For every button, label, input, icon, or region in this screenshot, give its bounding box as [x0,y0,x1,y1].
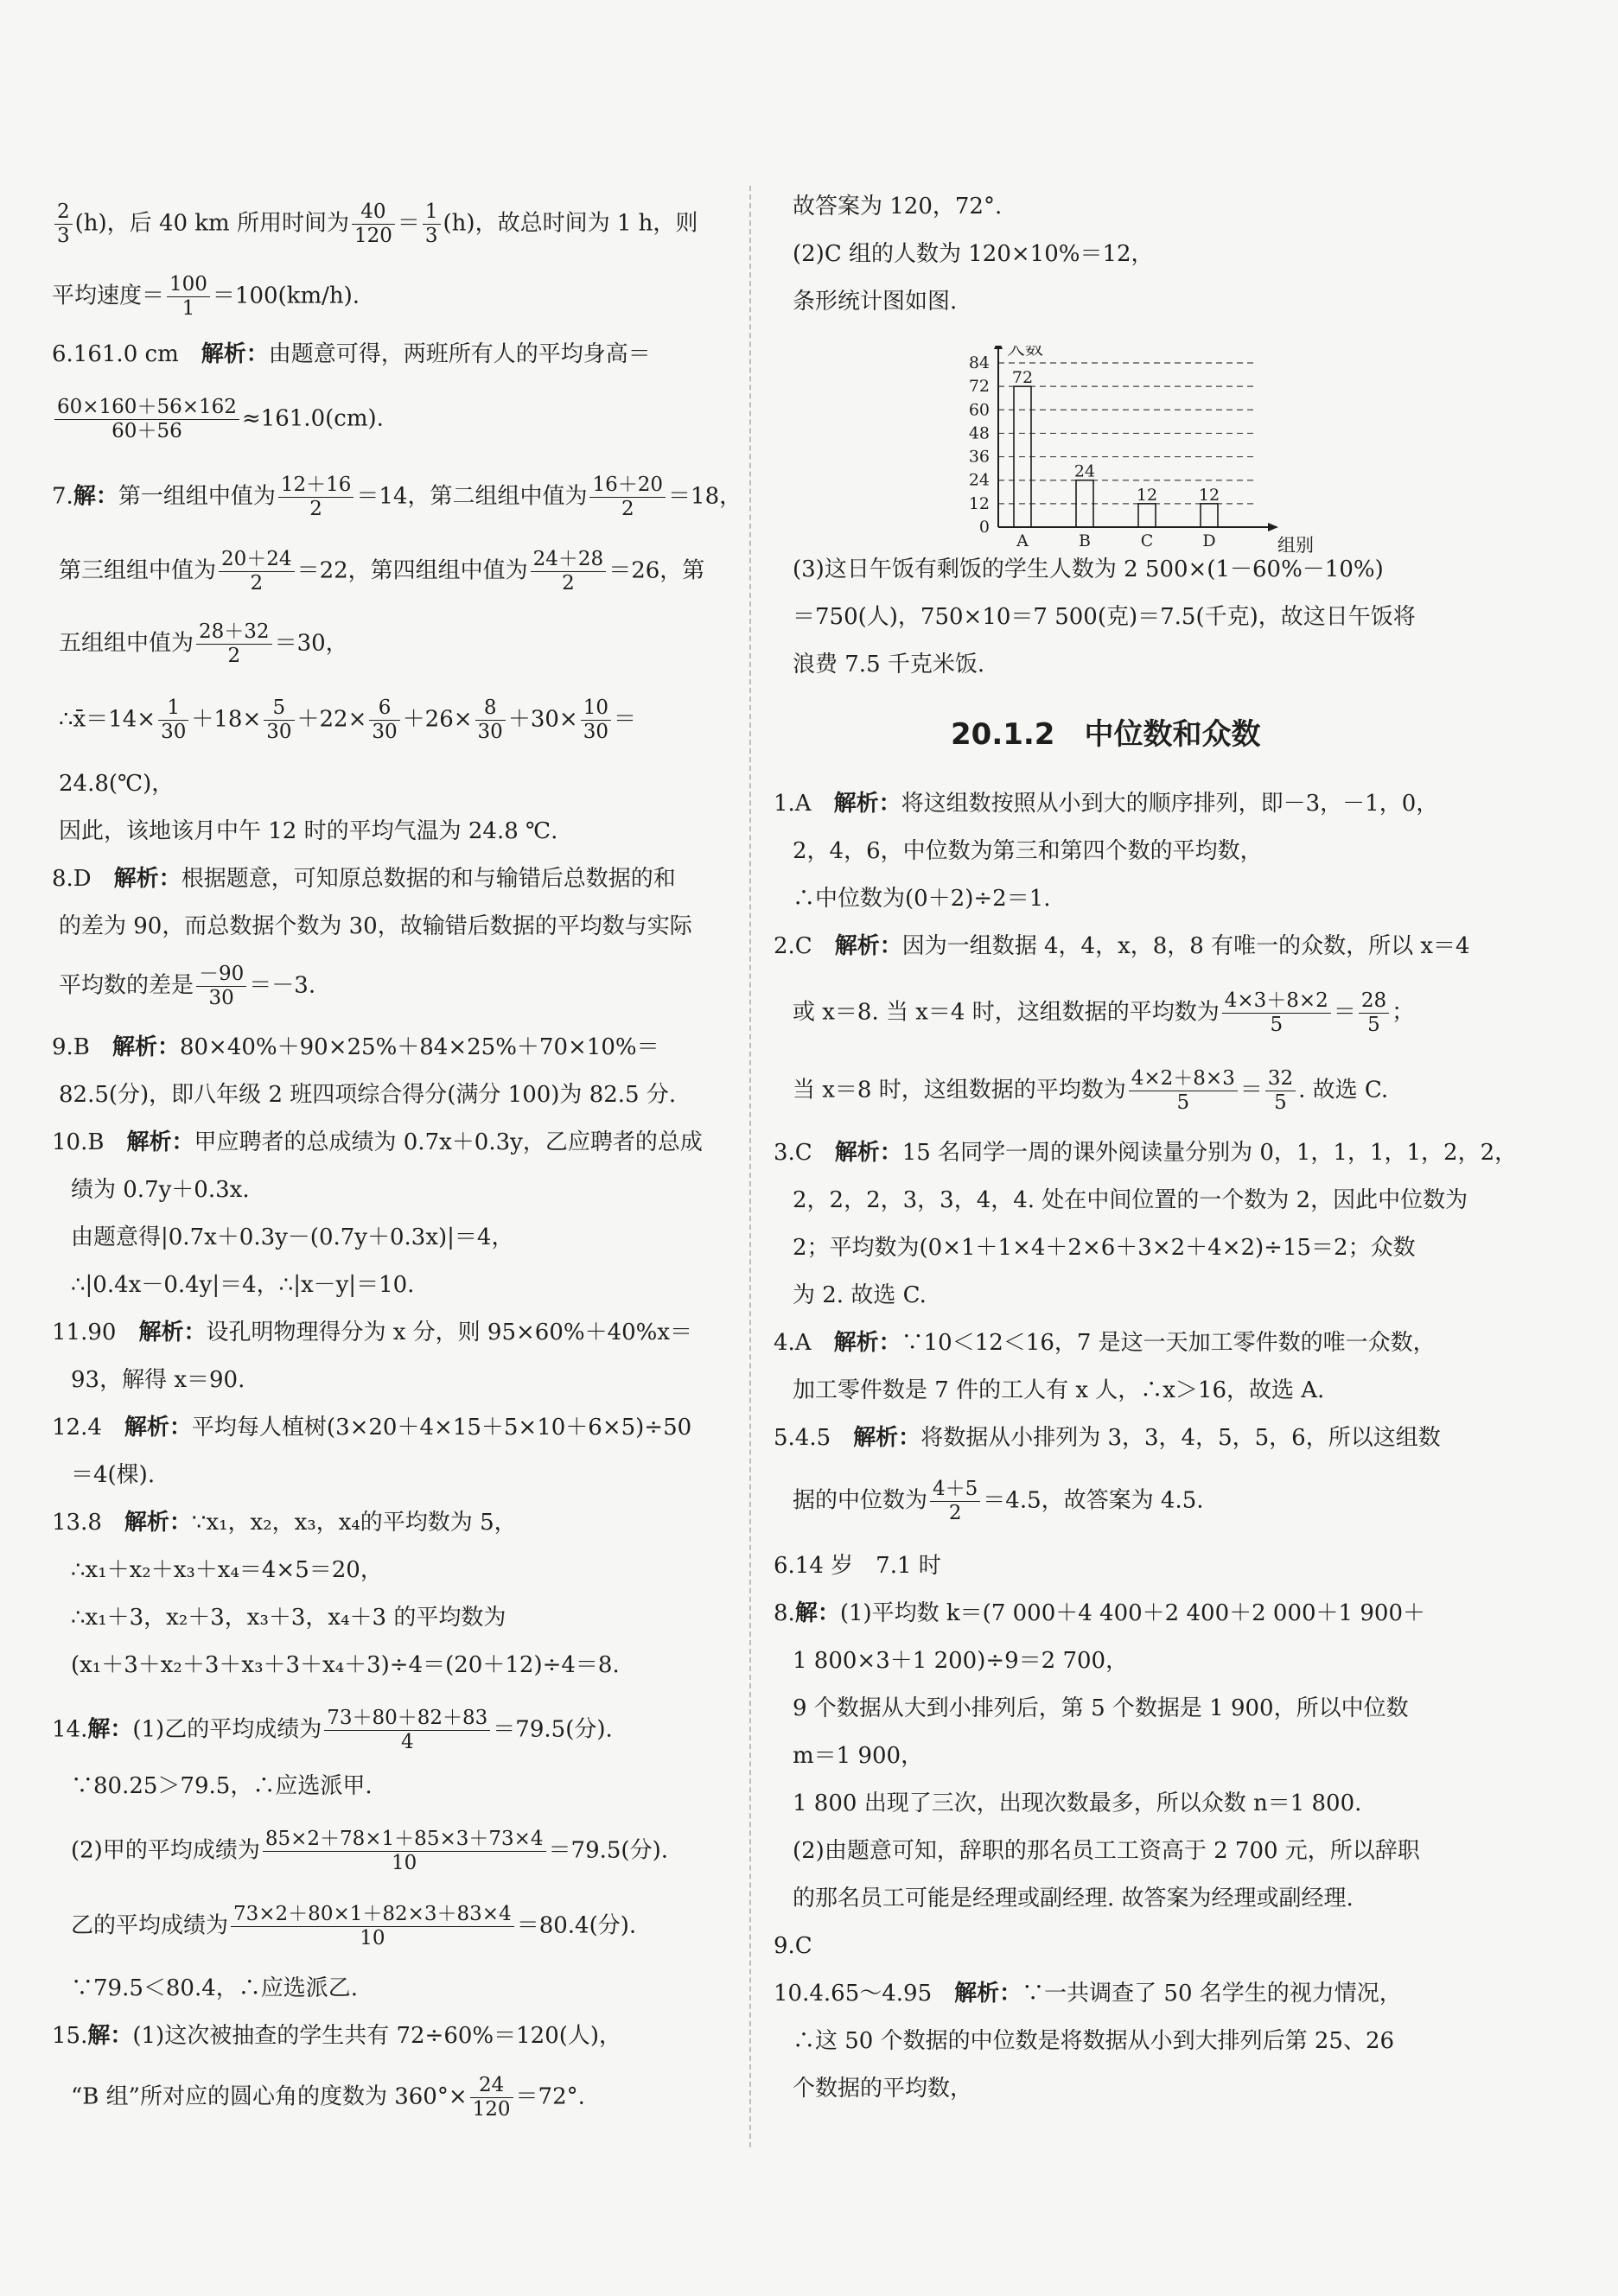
q14-line-4: 乙的平均成绩为 $\frac{73\times 2+80\times 1+82\times 3+83\times 4}{10}$ ＝80.4(分). [71,1903,637,1949]
fraction: $\frac{73+80+82+83}{4}$ [324,1707,490,1754]
bar-c [1138,504,1156,527]
y-tick-label: 12 [968,493,990,513]
q9-line-1: 9.B 解析：80×40%＋90×25%＋84×25%＋70×10%＝ [52,1034,659,1060]
y-axis-label: 人数 [1007,346,1043,359]
s2-line-1: 2.C 解析：因为一组数据 4，4，x，8，8 有唯一的众数，所以 x＝4 [774,933,1470,959]
q14-line-2: ∵80.25＞79.5，∴应选派甲. [71,1773,373,1799]
x-tick-label-a: A [1016,531,1029,550]
s8-line-7: 的那名员工可能是经理或副经理. 故答案为经理或副经理. [793,1886,1354,1911]
x-tick-label-c: C [1140,531,1154,550]
y-axis-arrow [994,346,1003,349]
s3-line-2: 2，2，2，3，3，4，4. 处在中间位置的一个数为 2，因此中位数为 [793,1187,1468,1213]
fraction: $\frac{32}{5}$ [1265,1067,1296,1115]
q8-line-3: 平均数的差是 $\frac{-90}{30}$ ＝－3. [59,963,316,1009]
s3-line-4: 为 2. 故选 C. [793,1282,927,1308]
s10-line-1: 10.4.65～4.95 解析：∵一共调查了 50 名学生的视力情况， [774,1981,1402,2007]
q8-line-2: 的差为 90，而总数据个数为 30，故输错后数据的平均数与实际 [59,913,692,939]
s4-line-2: 加工零件数是 7 件的工人有 x 人，∴x＞16，故选 A. [793,1377,1325,1403]
q7-result: 24.8(℃)， [59,771,175,797]
s3-line-3: 2；平均数为(0×1＋1×4＋2×6＋3×2＋4×2)÷15＝2；众数 [793,1235,1416,1261]
fraction: $\frac{20+24}{2}$ [219,548,295,595]
s10-line-2: ∴这 50 个数据的中位数是将数据从小到大排列后第 25、26 [793,2028,1395,2054]
fraction: $\frac{4+5}{2}$ [930,1478,980,1525]
s1-line-2: 2，4，6，中位数为第三和第四个数的平均数， [793,838,1263,864]
q13-line-1: 13.8 解析：∵x₁，x₂，x₃，x₄的平均数为 5， [52,1510,517,1536]
q12-line-2: ＝4(棵). [71,1462,156,1488]
s8-line-2: 1 800×3＋1 200)÷9＝2 700， [793,1648,1129,1674]
fraction: $\frac{24+28}{2}$ [531,548,607,595]
fraction: $\frac{60\times 160+56\times 162}{60+56}$ [54,396,239,443]
s3-line-1: 3.C 解析：15 名同学一周的课外阅读量分别为 0，1，1，1，1，2，2， [774,1140,1518,1166]
s2-line-2: 或 x＝8. 当 x＝4 时，这组数据的平均数为 $\frac{4\times 3+8\times 2}{5}$ ＝ $\frac{28}{5}$ ； [793,989,1415,1036]
q6-fraction-line: $\frac{60\times 160+56\times 162}{60+56}$ ≈161.0(cm). [52,396,384,443]
fraction: $\frac{40}{120}$ [352,200,395,248]
q7-line-3: 五组组中值为 $\frac{28+32}{2}$ ＝30， [59,620,348,667]
y-tick-label: 48 [968,423,990,443]
q14-line-3: (2)甲的平均成绩为 $\frac{85\times 2+78\times 1+85\times 3+73\times 4}{10}$ ＝79.5(分). [71,1828,668,1874]
s6-line: 6.14 岁 7.1 时 [774,1553,941,1579]
fraction: $\frac{2}{3}$ [54,200,73,248]
y-tick-label: 72 [968,377,990,397]
s2-line-3: 当 x＝8 时，这组数据的平均数为 $\frac{4\times 2+8\times 3}{5}$ ＝ $\frac{32}{5}$ . 故选 C. [793,1067,1389,1114]
bar-chart-svg [938,346,1318,553]
fraction: $\frac{24}{120}$ [470,2074,513,2121]
q15-part3-line-1: (3)这日午饭有剩饭的学生人数为 2 500×(1－60%－10%) [793,557,1384,582]
y-tick-label: 0 [978,518,990,537]
s8-line-6: (2)由题意可知，辞职的那名员工工资高于 2 700 元，所以辞职 [793,1838,1420,1864]
s9-line: 9.C [774,1933,812,1959]
q11-line-1: 11.90 解析：设孔明物理得分为 x 分，则 95×60%＋40%x＝ [52,1320,693,1345]
q12-line-1: 12.4 解析：平均每人植树(3×20＋4×15＋5×10＋6×5)÷50 [52,1415,692,1441]
bar-d [1201,504,1218,527]
s8-line-3: 9 个数据从大到小排列后，第 5 个数据是 1 900，所以中位数 [793,1695,1409,1721]
q15-part3-line-3: 浪费 7.5 千克米饭. [793,652,985,677]
fraction: $\frac{10}{30}$ [581,696,611,744]
y-tick-label: 36 [968,447,990,467]
fraction: $\frac{4\times 2+8\times 3}{5}$ [1129,1067,1238,1115]
s5-line-1: 5.4.5 解析：将数据从小排列为 3，3，4，5，5，6，所以这组数 [774,1425,1441,1451]
fraction: $\frac{5}{30}$ [264,696,294,744]
column-divider [749,186,751,2147]
q15-answer: 故答案为 120，72°. [793,194,1003,219]
fraction: $\frac{12+16}{2}$ [278,474,354,521]
q13-line-2: ∴x₁＋x₂＋x₃＋x₄＝4×5＝20， [71,1557,383,1583]
fraction: $\frac{85\times 2+78\times 1+85\times 3+73\times 4}{10}$ [263,1828,546,1875]
x-tick-label-d: D [1202,531,1216,550]
q6-line: 6.161.0 cm 解析：由题意可得，两班所有人的平均身高＝ [52,341,651,367]
line-average-speed: 平均速度＝ $\frac{100}{1}$ ＝100(km/h). [52,273,360,320]
y-tick-label: 60 [968,400,990,420]
fraction: $\frac{28+32}{2}$ [196,620,272,668]
s10-line-3: 个数据的平均数， [793,2076,973,2102]
x-tick-label-b: B [1079,531,1091,550]
q7-mean-formula: ∴x̄＝14× $\frac{1}{30}$ ＋18× $\frac{5}{30}$ ＋22× $\frac{6}{30}$ ＋26× $\frac{8}{30}$ ＋30× $\frac{10}{30}$ ＝ [59,696,636,743]
bar-chart [938,346,1318,557]
q10-line-1: 10.B 解析：甲应聘者的总成绩为 0.7x＋0.3y，乙应聘者的总成 [52,1129,703,1155]
s8-line-1: 8.解：(1)平均数 k＝(7 000＋4 400＋2 400＋2 000＋1 900＋ [774,1600,1425,1626]
data-label-c: 12 [1136,485,1158,505]
fraction: $\frac{4\times 3+8\times 2}{5}$ [1222,989,1331,1037]
fraction: $\frac{-90}{30}$ [196,963,246,1010]
q14-line-5: ∵79.5＜80.4，∴应选派乙. [71,1975,359,2001]
line-speed-time: $\frac{2}{3}$ (h)，后 40 km 所用时间为 $\frac{40}{120}$ ＝ $\frac{1}{3}$ (h)，故总时间为 1 h，则 [52,200,698,248]
s4-line-1: 4.A 解析：∵10＜12＜16，7 是这一天加工零件数的唯一众数， [774,1330,1436,1356]
fraction: $\frac{16+20}{2}$ [589,474,666,521]
s1-line-3: ∴中位数为(0＋2)÷2＝1. [793,886,1051,912]
q10-line-3: 由题意得|0.7x＋0.3y－(0.7y＋0.3x)|＝4， [71,1224,514,1250]
x-axis-arrow [1268,523,1278,531]
fraction: $\frac{8}{30}$ [475,696,506,744]
q7-conclusion: 因此，该地该月中午 12 时的平均气温为 24.8 ℃. [59,818,558,844]
q7-line-2: 第三组组中值为 $\frac{20+24}{2}$ ＝22，第四组组中值为 $\frac{24+28}{2}$ ＝26，第 [59,548,705,595]
q8-line-1: 8.D 解析：根据题意，可知原总数据的和与输错后总数据的和 [52,866,676,892]
s5-line-2: 据的中位数为 $\frac{4+5}{2}$ ＝4.5，故答案为 4.5. [793,1478,1204,1524]
q15-part2: (2)C 组的人数为 120×10%＝12， [793,241,1154,267]
data-label-d: 12 [1198,485,1220,505]
q13-line-3: ∴x₁＋3，x₂＋3，x₃＋3，x₄＋3 的平均数为 [71,1605,506,1631]
section-title: 20.1.2 中位数和众数 [951,717,1261,752]
fraction: $\frac{100}{1}$ [167,273,210,321]
fraction: $\frac{1}{3}$ [423,200,441,248]
s1-line-1: 1.A 解析：将这组数按照从小到大的顺序排列，即－3，－1，0， [774,791,1439,817]
q14-line-1: 14.解：(1)乙的平均成绩为 $\frac{73+80+82+83}{4}$ ＝79.5(分). [52,1707,613,1753]
fraction: $\frac{6}{30}$ [369,696,399,744]
y-tick-label: 24 [968,470,990,490]
q15-line-1: 15.解：(1)这次被抽查的学生共有 72÷60%＝120(人)， [52,2023,622,2049]
q15-part3-line-2: ＝750(人)，750×10＝7 500(克)＝7.5(千克)，故这日午饭将 [793,604,1416,630]
x-axis-label: 组别 [1277,535,1314,553]
fraction: $\frac{28}{5}$ [1359,989,1389,1037]
q10-line-2: 绩为 0.7y＋0.3x. [71,1177,250,1203]
q15-line-2: “B 组”所对应的圆心角的度数为 360°× $\frac{24}{120}$ ＝72°. [71,2074,585,2121]
y-tick-label: 84 [968,353,990,372]
data-label-a: 72 [1011,368,1034,388]
fraction: $\frac{73\times 2+80\times 1+82\times 3+83\times 4}{10}$ [231,1903,514,1950]
q7-line-1: 7.解：第一组组中值为 $\frac{12+16}{2}$ ＝14，第二组组中值为 $\frac{16+20}{2}$ ＝18， [52,474,742,520]
q10-line-4: ∴|0.4x－0.4y|＝4，∴|x－y|＝10. [71,1272,415,1298]
q15-chart-caption: 条形统计图如图. [793,289,958,315]
s8-line-4: m＝1 900， [793,1743,924,1769]
q13-line-4: (x₁＋3＋x₂＋3＋x₃＋3＋x₄＋3)÷4＝(20＋12)÷4＝8. [71,1652,620,1678]
data-label-b: 24 [1073,461,1096,481]
q11-line-2: 93，解得 x＝90. [71,1367,245,1393]
fraction: $\frac{1}{30}$ [158,696,188,744]
q9-line-2: 82.5(分)，即八年级 2 班四项综合得分(满分 100)为 82.5 分. [59,1082,677,1108]
s8-line-5: 1 800 出现了三次，出现次数最多，所以众数 n＝1 800. [793,1790,1362,1816]
